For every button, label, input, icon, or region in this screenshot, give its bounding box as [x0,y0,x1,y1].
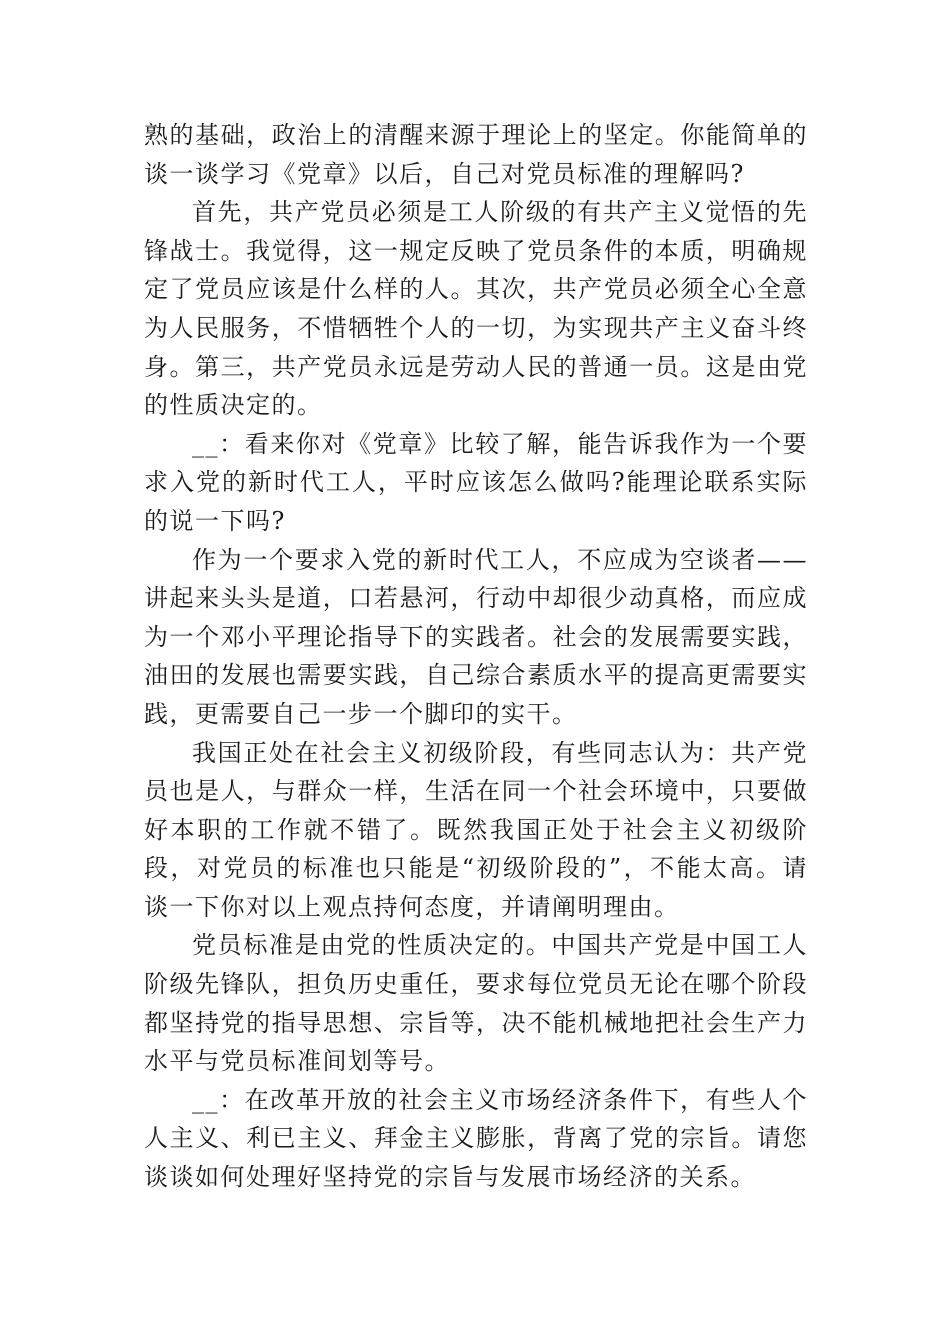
document-body [144,116,808,1197]
paragraph-answer-party-nature: 党员标准是由党的性质决定的。中国共产党是中国工人阶级先锋队，担负历史重任，要求每位党员无论在哪个阶段都坚持党的指导思想、宗旨等，决不能机械地把社会生产力水平与党员标准间划等号。 [144,931,808,1076]
paragraph-answer-practitioner: 作为一个要求入党的新时代工人，不应成为空谈者——讲起来头头是道，口若悬河，行动中却很少动真格，而应成为一个邓小平理论指导下的实践者。社会的发展需要实践，油田的发展也需要实践，自己综合素质水平的提高更需要实践，更需要自己一步一个脚印的实干。 [144,545,808,728]
paragraph-question-market-economy: __：在改革开放的社会主义市场经济条件下，有些人个人主义、利已主义、拜金主义膨胀，背离了党的宗旨。请您谈谈如何处理好坚持党的宗旨与发展市场经济的关系。 [144,1085,808,1192]
paragraph-question-primary-stage: 我国正处在社会主义初级阶段，有些同志认为：共产党员也是人，与群众一样，生活在同一个社会环境中，只要做好本职的工作就不错了。既然我国正处于社会主义初级阶段，对党员的标准也只能是“初级阶段的”，不能太高。请谈一下你对以上观点持何态度，并请阐明理由。 [144,738,808,921]
paragraph-continuation: 熟的基础，政治上的清醒来源于理论上的坚定。你能简单的谈一谈学习《党章》以后，自己对党员标准的理解吗? [144,121,808,188]
paragraph-question-new-era-worker: __：看来你对《党章》比较了解，能告诉我作为一个要求入党的新时代工人，平时应该怎么做吗?能理论联系实际的说一下吗? [144,429,808,535]
paragraph-answer-party-member-standard: 首先，共产党员必须是工人阶级的有共产主义觉悟的先锋战士。我觉得，这一规定反映了党员条件的本质，明确规定了党员应该是什么样的人。其次，共产党员必须全心全意为人民服务，不惜牺牲个人的一切，为实现共产主义奋斗终身。第三，共产党员永远是劳动人民的普通一员。这是由党的性质决定的。 [144,198,808,420]
